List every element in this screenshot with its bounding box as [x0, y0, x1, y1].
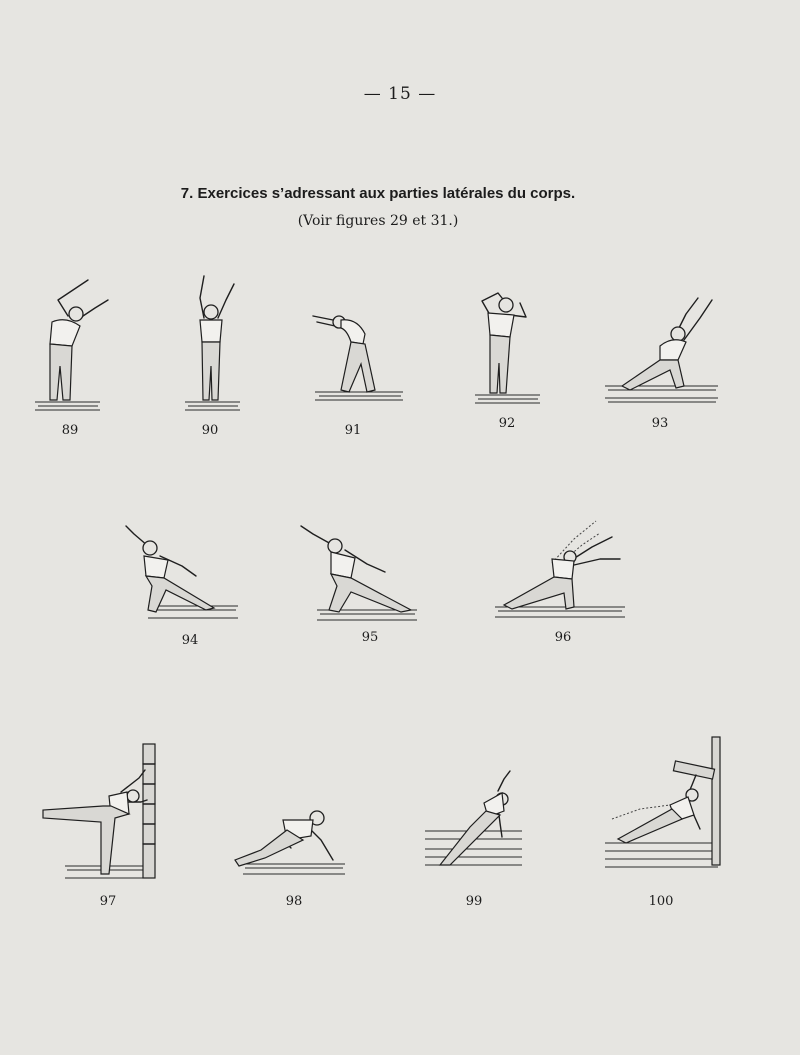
- section-subtitle: (Voir figures 29 et 31.): [297, 213, 459, 229]
- figure-91-illustration: [305, 300, 410, 410]
- figure-93-number: 93: [651, 416, 669, 431]
- figure-100-number: 100: [648, 894, 674, 909]
- figure-96-illustration: [490, 515, 630, 625]
- figure-95-number: 95: [361, 630, 379, 645]
- figure-96-number: 96: [554, 630, 572, 645]
- figure-97-illustration: [35, 740, 165, 885]
- figure-89-illustration: [30, 270, 120, 415]
- figure-100-illustration: [600, 735, 730, 875]
- page-number: — 15 —: [363, 84, 437, 104]
- figure-89-number: 89: [61, 423, 79, 438]
- figure-91-number: 91: [344, 423, 362, 438]
- figure-95-illustration: [295, 520, 420, 625]
- figure-98-illustration: [225, 800, 350, 885]
- figure-92-illustration: [470, 285, 550, 410]
- figure-90-number: 90: [201, 423, 219, 438]
- section-title: 7. Exercices s’adressant aux parties latérales du corps.: [180, 185, 576, 202]
- figure-94-number: 94: [181, 633, 199, 648]
- figure-97-number: 97: [99, 894, 117, 909]
- figure-93-illustration: [600, 290, 725, 410]
- figure-99-number: 99: [465, 894, 483, 909]
- figure-98-number: 98: [285, 894, 303, 909]
- figure-90-illustration: [180, 270, 250, 415]
- figure-92-number: 92: [498, 416, 516, 431]
- figure-94-illustration: [120, 520, 245, 625]
- figure-99-illustration: [420, 765, 530, 880]
